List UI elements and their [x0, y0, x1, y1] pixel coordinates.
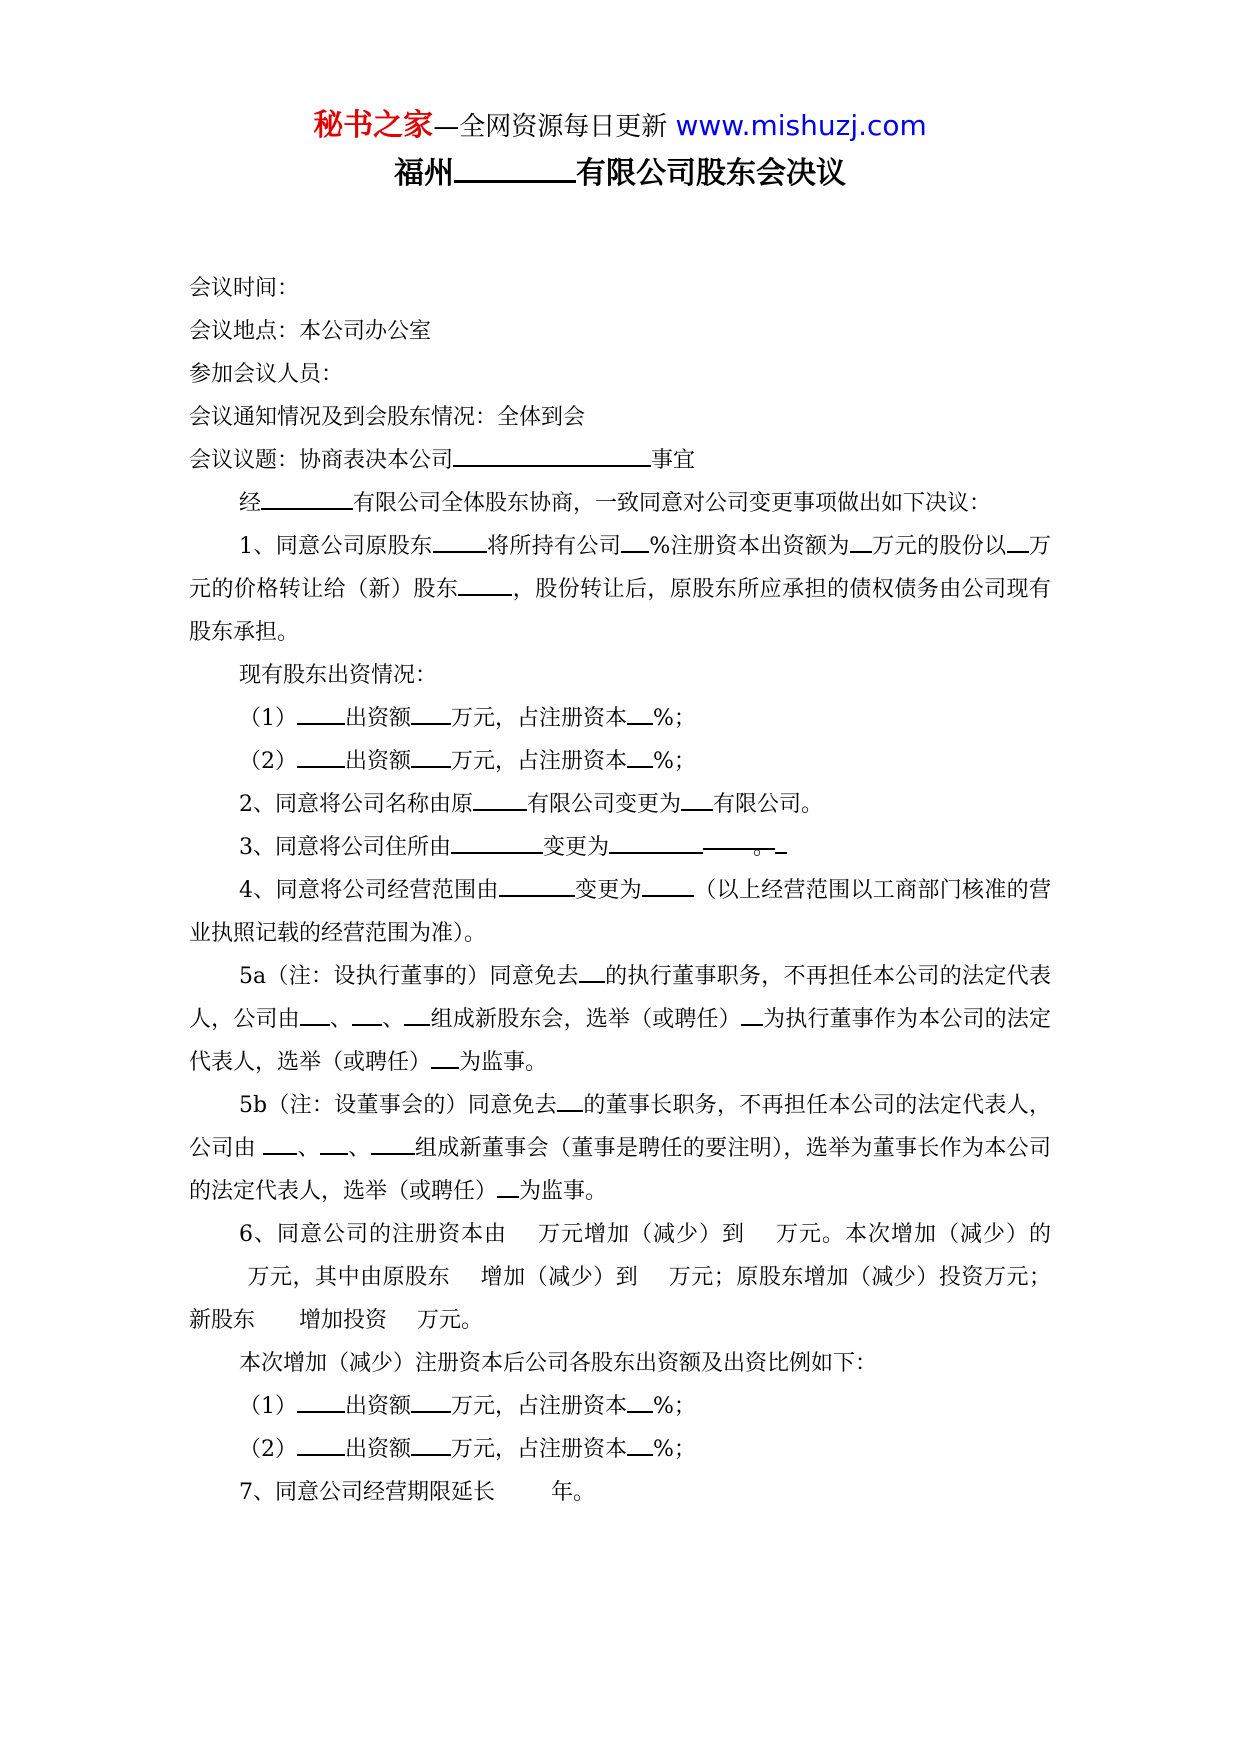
line-c: %；: [653, 706, 696, 731]
item5b-d: 为监事。: [519, 1179, 608, 1204]
separator: 、: [329, 1007, 353, 1032]
line-number: （1）: [239, 706, 297, 731]
intro-b: 有限公司全体股东协商，一致同意对公司变更事项做出如下决议：: [353, 491, 992, 516]
blank: [681, 787, 713, 811]
title-prefix: 福州: [394, 156, 454, 191]
item5a-e: 为监事。: [459, 1050, 548, 1075]
separator: 、: [382, 1007, 405, 1032]
item-6: [189, 1213, 1051, 1342]
website-link[interactable]: www.mishuzj.com: [675, 109, 927, 142]
item6-h: 万元。: [417, 1308, 484, 1333]
item5b-c: 组成新董事会（董事是聘任的要注明），选举为董事长作为本公司的法定代表人，选举（或聘任）: [189, 1136, 1051, 1204]
blank: [579, 959, 605, 983]
shareholder-line-1: [189, 697, 1051, 740]
item5b-b: 的董事长职务，不再担任本公司的法定代表人，公司由: [189, 1093, 1051, 1161]
blank: [627, 1432, 653, 1456]
blank: [473, 787, 527, 811]
blank: [411, 701, 451, 725]
blank: [499, 873, 575, 897]
shareholder-line-3: [189, 1385, 1051, 1428]
item4-b: 变更为: [574, 878, 642, 903]
item3-b: 变更为: [543, 835, 610, 860]
header-banner: [0, 104, 1240, 153]
item2-a: 2、同意将公司名称由原: [239, 792, 473, 817]
meeting-topic: [189, 439, 1051, 482]
separator: 、: [297, 1136, 320, 1161]
item1-b: 将所持有公司: [486, 534, 622, 559]
blank: [497, 1174, 519, 1198]
item6-a: 6、同意公司的注册资本由: [239, 1222, 507, 1247]
after-change-label: 本次增加（减少）注册资本后公司各股东出资额及出资比例如下：: [239, 1351, 878, 1376]
title-blank: [454, 154, 576, 183]
line-a: 出资额: [345, 1394, 412, 1419]
document-body: [189, 267, 1051, 1514]
brand-name: 秘书之家: [313, 108, 434, 143]
item4-c: （以上经营范围以工商部门核准的营业执照记载的经营范围为准）。: [189, 878, 1051, 946]
blank: [411, 744, 451, 768]
item1-d: 万元的股份以: [871, 534, 1007, 559]
line-b: 万元，占注册资本: [451, 706, 628, 731]
blank: [297, 744, 345, 768]
item1-c: %注册资本出资额为: [649, 534, 850, 559]
item-5b: [189, 1084, 1051, 1213]
blank: [741, 1002, 763, 1026]
line-b: 万元，占注册资本: [451, 1437, 628, 1462]
blank: [850, 529, 872, 553]
blank: [557, 1088, 583, 1112]
blank: [433, 529, 487, 553]
line-a: 出资额: [345, 706, 412, 731]
line-c: %；: [653, 1437, 696, 1462]
shareholder-line-2: [189, 740, 1051, 783]
meeting-notice: 会议通知情况及到会股东情况：全体到会: [189, 405, 586, 430]
topic-prefix: 会议议题：协商表决本公司: [189, 448, 454, 473]
header-tagline: —全网资源每日更新: [433, 112, 676, 142]
item1-a: 1、同意公司原股东: [239, 534, 433, 559]
blank: [775, 830, 787, 854]
line-number: （2）: [239, 1437, 297, 1462]
item-1: [189, 525, 1051, 654]
item7-b: 年。: [551, 1480, 596, 1505]
separator: 、: [347, 1136, 371, 1161]
intro-paragraph: [189, 482, 1051, 525]
topic-suffix: 事宜: [651, 448, 696, 473]
line-a: 出资额: [345, 749, 412, 774]
blank: [263, 1131, 297, 1155]
blank: [297, 701, 345, 725]
item1-e: 万元的价格转让给（新）股东: [189, 534, 1051, 602]
line-c: %；: [653, 1394, 696, 1419]
item6-d: 万元，其中由原股东: [247, 1265, 451, 1290]
item3-c: 。: [703, 826, 775, 850]
line-b: 万元，占注册资本: [451, 749, 628, 774]
item5a-b: 的执行董事职务，不再担任本公司的法定代表人，公司由: [189, 964, 1051, 1032]
intro-a: 经: [239, 491, 262, 516]
blank: [458, 572, 512, 596]
shareholder-line-4: [189, 1428, 1051, 1471]
line-number: （1）: [239, 1394, 297, 1419]
item1-f: ，股份转让后，原股东所应承担的债权债务由公司现有股东承担。: [189, 577, 1051, 645]
title-suffix: 有限公司股东会决议: [576, 156, 846, 191]
line-b: 万元，占注册资本: [451, 1394, 628, 1419]
item6-c: 万元。本次增加（减少）的: [775, 1222, 1051, 1247]
blank: [352, 1002, 382, 1026]
item-4: [189, 869, 1051, 955]
blank: [1007, 529, 1029, 553]
item5b-a: 5b（注：设董事会的）同意免去: [239, 1093, 558, 1118]
item2-c: 有限公司。: [713, 792, 824, 817]
item6-g: 增加投资: [299, 1308, 388, 1333]
company-blank: [261, 486, 353, 510]
topic-blank: [453, 443, 651, 467]
line-number: （2）: [239, 749, 297, 774]
item2-b: 有限公司变更为: [527, 792, 682, 817]
item-7: [189, 1471, 1051, 1514]
line-c: %；: [653, 749, 696, 774]
blank: [297, 1432, 345, 1456]
meeting-place: 会议地点：本公司办公室: [189, 319, 432, 344]
item-3: [189, 826, 1051, 869]
blank: [411, 1432, 451, 1456]
item-5a: [189, 955, 1051, 1084]
meeting-attendees: 参加会议人员：: [189, 362, 344, 387]
item5a-d: 为执行董事作为本公司的法定代表人，选举（或聘任）: [189, 1007, 1051, 1075]
item-2: [189, 783, 1051, 826]
item3-a: 3、同意将公司住所由: [239, 835, 451, 860]
meeting-time: 会议时间：: [189, 276, 300, 301]
item6-f: 万元；原股东增加（减少）投资万元；新股东: [189, 1265, 1051, 1333]
line-a: 出资额: [345, 1437, 412, 1462]
blank: [627, 744, 653, 768]
current-shareholders-label: 现有股东出资情况：: [239, 663, 438, 688]
document-title: [0, 150, 1240, 198]
blank: [451, 830, 543, 854]
item6-e: 增加（减少）到: [480, 1265, 639, 1290]
item4-a: 4、同意将公司经营范围由: [239, 878, 499, 903]
blank: [431, 1045, 459, 1069]
blank: [404, 1002, 430, 1026]
blank: [627, 701, 653, 725]
blank: [297, 1389, 345, 1413]
blank: [621, 529, 649, 553]
blank: [320, 1131, 348, 1155]
item5a-a: 5a（注：设执行董事的）同意免去: [239, 964, 579, 989]
blank: [642, 873, 694, 897]
item7-a: 7、同意公司经营期限延长: [239, 1480, 495, 1505]
blank: [371, 1131, 415, 1155]
blank: [300, 1002, 330, 1026]
item6-b: 万元增加（减少）到: [537, 1222, 745, 1247]
item5a-c: 组成新股东会，选举（或聘任）: [430, 1007, 741, 1032]
blank: [627, 1389, 653, 1413]
blank: [609, 830, 703, 854]
blank: [411, 1389, 451, 1413]
